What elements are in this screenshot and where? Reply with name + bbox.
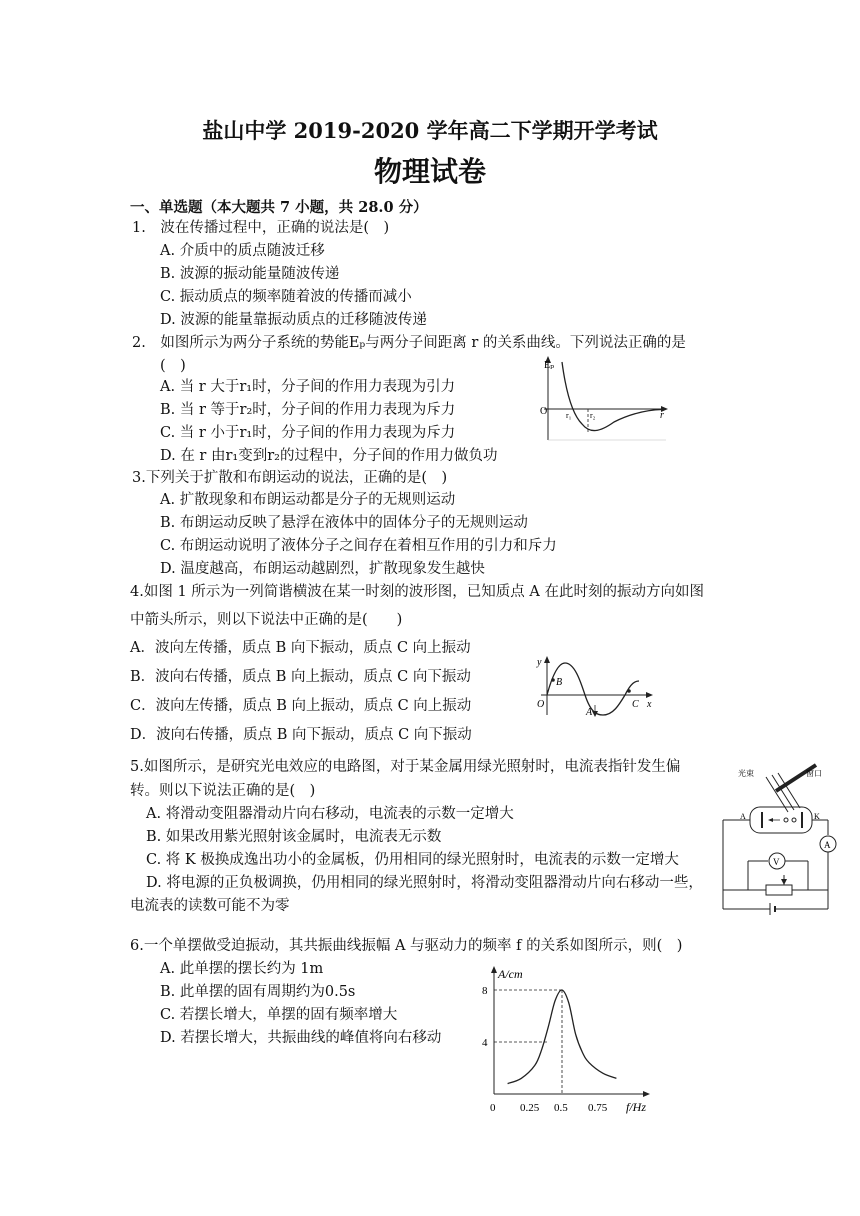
potential-energy-figure: [540, 352, 670, 446]
q4-option-b: B．波向右传播，质点 B 向上振动，质点 C 向下振动: [130, 669, 471, 685]
wave-y-label: y: [537, 657, 542, 668]
q1-stem: 1. 波在传播过程中，正确的说法是( ): [132, 220, 390, 236]
q1-option-d: D. 波源的能量靠振动质点的迁移随波传递: [160, 312, 427, 328]
q4-option-d: D．波向右传播，质点 B 向下振动，质点 C 向下振动: [130, 727, 472, 743]
q4-stem-line2: 中箭头所示，则以下说法中正确的是( ): [130, 612, 403, 628]
q5-option-a: A. 将滑动变阻器滑动片向右移动，电流表的示数一定增大: [146, 806, 514, 822]
page-title: 盐山中学 2019-2020 学年高二下学期开学考试: [202, 118, 658, 143]
q4-option-a: A．波向左传播，质点 B 向下振动，质点 C 向上振动: [130, 640, 471, 656]
anode-label: A: [740, 812, 746, 821]
q5-option-b: B. 如果改用紫光照射该金属时，电流表无示数: [146, 829, 442, 845]
wave-origin-label: O: [537, 699, 545, 710]
point-b-label: B: [556, 677, 563, 688]
x-tick-label: 0.5: [554, 1102, 568, 1114]
q3-option-c: C. 布朗运动说明了液体分子之间存在着相互作用的引力和斥力: [160, 538, 557, 554]
q6-stem: 6.一个单摆做受迫振动，其共振曲线振幅 A 与驱动力的频率 f 的关系如图所示，则( ): [130, 938, 683, 954]
q5-option-d-line2: 电流表的读数可能不为零: [130, 898, 290, 914]
voltmeter-label: V: [773, 857, 780, 867]
q6-option-d: D. 若摆长增大，共振曲线的峰值将向右移动: [160, 1030, 442, 1046]
r1-label: r₁: [566, 411, 572, 420]
q3-option-d: D. 温度越高，布朗运动越剧烈，扩散现象发生越快: [160, 561, 485, 577]
q4-stem-line1: 4.如图 1 所示为一列简谐横波在某一时刻的波形图，已知质点 A 在此时刻的振动方向如图: [130, 584, 704, 600]
point-a-label: A: [586, 707, 593, 717]
q2-stem: 2. 如图所示为两分子系统的势能Eₚ与两分子间距离 r 的关系曲线。下列说法正确的是: [132, 335, 686, 351]
point-c-label: C: [632, 699, 639, 710]
r2-label: r₂: [590, 411, 596, 420]
cathode-label: K: [814, 812, 820, 821]
resonance-chart: [470, 962, 670, 1120]
photoelectric-circuit-figure: [718, 757, 842, 915]
ep-axis-label: Eₚ: [544, 360, 555, 371]
ammeter-label: A: [824, 840, 831, 850]
page-subtitle: 物理试卷: [373, 155, 486, 188]
y-axis-arrow: [491, 966, 497, 973]
x-tick-label: 0.75: [588, 1102, 608, 1114]
x-tick-label: 0: [490, 1102, 496, 1114]
q5-stem-line1: 5.如图所示，是研究光电效应的电路图，对于某金属用绿光照射时，电流表指针发生偏: [130, 759, 681, 775]
wave-figure: [535, 655, 660, 717]
y-tick-label: 4: [482, 1037, 488, 1049]
q3-stem: 3.下列关于扩散和布朗运动的说法，正确的是( ): [132, 470, 448, 486]
x-axis-arrow: [643, 1091, 650, 1097]
q6-option-a: A. 此单摆的摆长约为 1m: [160, 961, 324, 977]
y-tick-label: 8: [482, 985, 488, 997]
q2-option-d: D. 在 r 由r₁变到r₂的过程中，分子间的作用力做负功: [160, 448, 498, 464]
q6-option-b: B. 此单摆的固有周期约为0.5s: [160, 984, 356, 1000]
x-axis-label: f/Hz: [626, 1100, 647, 1114]
q1-option-a: A. 介质中的质点随波迁移: [160, 243, 325, 259]
q1-option-b: B. 波源的振动能量随波传递: [160, 266, 340, 282]
q3-option-a: A. 扩散现象和布朗运动都是分子的无规则运动: [160, 492, 456, 508]
q6-option-c: C. 若摆长增大，单摆的固有频率增大: [160, 1007, 398, 1023]
y-axis-label: A/cm: [498, 967, 523, 981]
q2-option-a: A. 当 r 大于r₁时，分子间的作用力表现为引力: [160, 379, 456, 395]
section-heading: 一、单选题（本大题共 7 小题，共 28.0 分）: [130, 199, 428, 216]
x-tick-label: 0.25: [520, 1102, 540, 1114]
q2-option-c: C. 当 r 小于r₁时，分子间的作用力表现为斥力: [160, 425, 456, 441]
window-label: 窗口: [806, 769, 822, 778]
q1-option-c: C. 振动质点的频率随着波的传播而减小: [160, 289, 412, 305]
wave-x-label: x: [647, 699, 652, 710]
q2-stem-paren: ( ): [160, 358, 186, 374]
origin-label: O: [540, 406, 548, 417]
q5-option-c: C. 将 K 极换成逸出功小的金属板，仍用相同的绿光照射时，电流表的示数一定增大: [146, 852, 679, 868]
q5-option-d-line1: D. 将电源的正负极调换，仍用相同的绿光照射时，将滑动变阻器滑动片向右移动一些，: [146, 875, 703, 891]
q4-option-c: C．波向左传播，质点 B 向上振动，质点 C 向上振动: [130, 698, 472, 714]
q3-option-b: B. 布朗运动反映了悬浮在液体中的固体分子的无规则运动: [160, 515, 528, 531]
q2-option-b: B. 当 r 等于r₂时，分子间的作用力表现为斥力: [160, 402, 456, 418]
q5-stem-line2: 转。则以下说法正确的是( ): [130, 783, 316, 799]
light-beam-label: 光束: [738, 769, 754, 778]
r-axis-label: r: [660, 410, 664, 421]
